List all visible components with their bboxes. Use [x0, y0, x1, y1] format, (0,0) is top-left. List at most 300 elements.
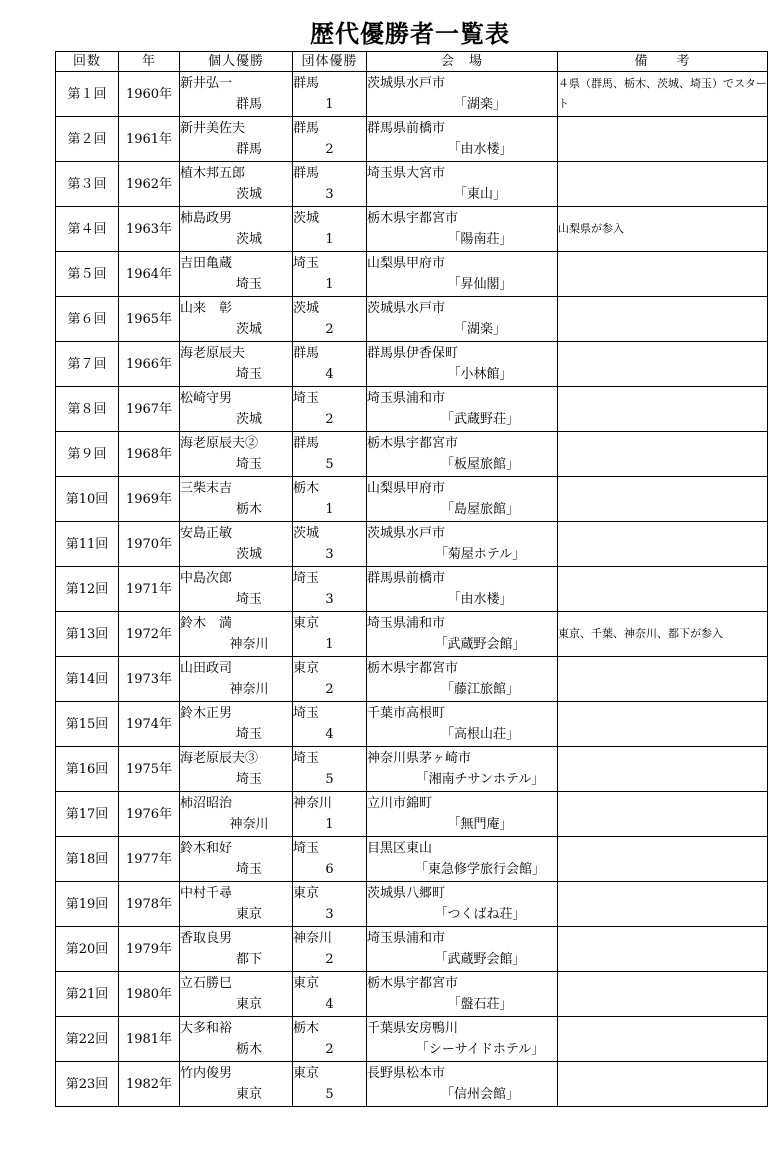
venue-name: 「東山」 — [453, 187, 506, 202]
individual-winner-prefecture: 群馬 — [235, 142, 262, 157]
team-winner-count: 1 — [325, 637, 334, 652]
table-row — [56, 117, 768, 162]
individual-winner-prefecture: 栃木 — [235, 1042, 262, 1057]
venue-city: 栃木県宇都宮市 — [367, 661, 459, 676]
team-winner-cell — [293, 972, 367, 1017]
venue-city: 茨城県水戸市 — [367, 301, 446, 316]
table-body — [56, 72, 768, 1107]
note-cell — [558, 837, 768, 882]
note-cell: 山梨県が参入 — [558, 207, 768, 252]
team-winner-name: 埼玉 — [293, 571, 320, 586]
note-cell — [558, 792, 768, 837]
column-header-note: 備 考 — [558, 52, 768, 72]
team-winner-count: 4 — [325, 727, 334, 742]
venue-name: 「高根山荘」 — [440, 727, 519, 742]
individual-winner-name: 新井弘一 — [180, 76, 233, 91]
individual-winner-prefecture: 埼玉 — [235, 277, 262, 292]
table-row — [56, 1017, 768, 1062]
venue-cell — [367, 1017, 558, 1062]
team-winner-name: 埼玉 — [293, 256, 320, 271]
column-header-year: 年 — [119, 52, 180, 72]
individual-winner-prefecture: 栃木 — [235, 502, 262, 517]
year-cell: 1973年 — [119, 657, 180, 702]
round-cell: 第18回 — [56, 837, 119, 882]
year-cell: 1976年 — [119, 792, 180, 837]
individual-winner-name: 鈴木正男 — [180, 706, 233, 721]
individual-winner-cell — [180, 882, 293, 927]
individual-winner-name: 大多和裕 — [180, 1021, 233, 1036]
individual-winner-prefecture: 埼玉 — [235, 457, 262, 472]
venue-city: 立川市錦町 — [367, 796, 433, 811]
venue-city: 栃木県宇都宮市 — [367, 211, 459, 226]
round-cell: 第12回 — [56, 567, 119, 612]
individual-winner-cell — [180, 342, 293, 387]
individual-winner-name: 中島次郎 — [180, 571, 233, 586]
individual-winner-prefecture: 神奈川 — [229, 817, 269, 832]
team-winner-cell — [293, 72, 367, 117]
team-winner-name: 群馬 — [293, 166, 320, 181]
venue-city: 茨城県水戸市 — [367, 76, 446, 91]
individual-winner-name: 柿沼昭治 — [180, 796, 233, 811]
team-winner-cell — [293, 567, 367, 612]
venue-name: 「信州会館」 — [440, 1087, 519, 1102]
individual-winner-prefecture: 都下 — [235, 952, 262, 967]
individual-winner-cell — [180, 657, 293, 702]
venue-city: 千葉市高根町 — [367, 706, 446, 721]
team-winner-name: 東京 — [293, 886, 320, 901]
team-winner-cell — [293, 1062, 367, 1107]
round-cell: 第16回 — [56, 747, 119, 792]
individual-winner-cell — [180, 162, 293, 207]
year-cell: 1978年 — [119, 882, 180, 927]
team-winner-cell — [293, 162, 367, 207]
individual-winner-prefecture: 神奈川 — [229, 682, 269, 697]
round-cell: 第９回 — [56, 432, 119, 477]
year-cell: 1960年 — [119, 72, 180, 117]
round-cell: 第13回 — [56, 612, 119, 657]
team-winner-count: 5 — [325, 1087, 334, 1102]
team-winner-name: 群馬 — [293, 346, 320, 361]
venue-city: 埼玉県浦和市 — [367, 616, 446, 631]
team-winner-cell — [293, 522, 367, 567]
individual-winner-cell — [180, 747, 293, 792]
note-cell — [558, 972, 768, 1017]
team-winner-count: 1 — [325, 97, 334, 112]
round-cell: 第１回 — [56, 72, 119, 117]
round-cell: 第23回 — [56, 1062, 119, 1107]
table-row — [56, 432, 768, 477]
team-winner-cell — [293, 477, 367, 522]
table-row — [56, 567, 768, 612]
venue-city: 埼玉県浦和市 — [367, 391, 446, 406]
individual-winner-prefecture: 東京 — [235, 907, 262, 922]
individual-winner-prefecture: 東京 — [235, 997, 262, 1012]
note-cell — [558, 387, 768, 432]
column-header-individual: 個人優勝 — [180, 52, 293, 72]
team-winner-count: 2 — [325, 142, 334, 157]
venue-cell — [367, 837, 558, 882]
team-winner-name: 埼玉 — [293, 706, 320, 721]
table-row — [56, 207, 768, 252]
table-row — [56, 252, 768, 297]
venue-name: 「菊屋ホテル」 — [434, 547, 526, 562]
individual-winner-cell — [180, 972, 293, 1017]
team-winner-name: 栃木 — [293, 481, 320, 496]
team-winner-cell — [293, 342, 367, 387]
year-cell: 1963年 — [119, 207, 180, 252]
year-cell: 1961年 — [119, 117, 180, 162]
individual-winner-prefecture: 埼玉 — [235, 592, 262, 607]
venue-name: 「湖楽」 — [453, 97, 506, 112]
individual-winner-name: 三柴末吉 — [180, 481, 233, 496]
individual-winner-name: 香取良男 — [180, 931, 233, 946]
round-cell: 第５回 — [56, 252, 119, 297]
team-winner-cell — [293, 882, 367, 927]
venue-name: 「板屋旅館」 — [440, 457, 519, 472]
team-winner-cell — [293, 297, 367, 342]
note-cell — [558, 1017, 768, 1062]
individual-winner-prefecture: 埼玉 — [235, 727, 262, 742]
year-cell: 1972年 — [119, 612, 180, 657]
team-winner-count: 5 — [325, 457, 334, 472]
team-winner-count: 3 — [325, 187, 334, 202]
venue-cell — [367, 1062, 558, 1107]
table-row — [56, 972, 768, 1017]
note-cell — [558, 342, 768, 387]
round-cell: 第21回 — [56, 972, 119, 1017]
year-cell: 1971年 — [119, 567, 180, 612]
venue-cell — [367, 162, 558, 207]
round-cell: 第19回 — [56, 882, 119, 927]
table-row — [56, 927, 768, 972]
individual-winner-name: 山田政司 — [180, 661, 233, 676]
individual-winner-prefecture: 埼玉 — [235, 367, 262, 382]
round-cell: 第７回 — [56, 342, 119, 387]
table-row — [56, 297, 768, 342]
individual-winner-name: 新井美佐夫 — [180, 121, 246, 136]
venue-name: 「湖楽」 — [453, 322, 506, 337]
team-winner-name: 群馬 — [293, 76, 320, 91]
year-cell: 1977年 — [119, 837, 180, 882]
individual-winner-name: 立石勝巳 — [180, 976, 233, 991]
column-header-venue: 会 場 — [367, 52, 558, 72]
note-cell — [558, 567, 768, 612]
venue-cell — [367, 342, 558, 387]
venue-city: 群馬県前橋市 — [367, 571, 446, 586]
individual-winner-cell — [180, 387, 293, 432]
table-row — [56, 612, 768, 657]
team-winner-cell — [293, 432, 367, 477]
venue-city: 埼玉県大宮市 — [367, 166, 446, 181]
year-cell: 1964年 — [119, 252, 180, 297]
venue-city: 埼玉県浦和市 — [367, 931, 446, 946]
venue-name: 「由水楼」 — [447, 142, 513, 157]
team-winner-name: 埼玉 — [293, 841, 320, 856]
venue-name: 「東急修学旅行会館」 — [414, 862, 545, 877]
venue-cell — [367, 117, 558, 162]
individual-winner-cell — [180, 432, 293, 477]
individual-winner-cell — [180, 252, 293, 297]
venue-name: 「藤江旅館」 — [440, 682, 519, 697]
note-cell — [558, 252, 768, 297]
table-row — [56, 747, 768, 792]
venue-name: 「シーサイドホテル」 — [415, 1042, 545, 1057]
note-cell — [558, 927, 768, 972]
venue-city: 群馬県前橋市 — [367, 121, 446, 136]
individual-winner-name: 鈴木 満 — [180, 616, 233, 631]
individual-winner-cell — [180, 1062, 293, 1107]
venue-city: 長野県松本市 — [367, 1066, 446, 1081]
venue-cell — [367, 477, 558, 522]
team-winner-cell — [293, 657, 367, 702]
venue-cell — [367, 972, 558, 1017]
venue-cell — [367, 522, 558, 567]
individual-winner-name: 竹内俊男 — [180, 1066, 233, 1081]
year-cell: 1980年 — [119, 972, 180, 1017]
team-winner-count: 3 — [325, 547, 334, 562]
team-winner-name: 埼玉 — [293, 391, 320, 406]
individual-winner-name: 柿島政男 — [180, 211, 233, 226]
winners-table — [55, 51, 768, 1107]
venue-name: 「湘南チサンホテル」 — [415, 772, 545, 787]
team-winner-cell — [293, 837, 367, 882]
table-row — [56, 387, 768, 432]
individual-winner-cell — [180, 567, 293, 612]
individual-winner-name: 中村千尋 — [180, 886, 233, 901]
individual-winner-name: 山来 彰 — [180, 301, 233, 316]
header-row — [56, 52, 768, 72]
team-winner-count: 2 — [325, 412, 334, 427]
team-winner-name: 神奈川 — [293, 796, 333, 811]
individual-winner-cell — [180, 927, 293, 972]
individual-winner-name: 松崎守男 — [180, 391, 233, 406]
round-cell: 第22回 — [56, 1017, 119, 1062]
round-cell: 第３回 — [56, 162, 119, 207]
team-winner-cell — [293, 252, 367, 297]
note-cell — [558, 477, 768, 522]
individual-winner-prefecture: 群馬 — [235, 97, 262, 112]
team-winner-count: 2 — [325, 322, 334, 337]
table-row — [56, 342, 768, 387]
table-row — [56, 162, 768, 207]
note-cell — [558, 522, 768, 567]
page-title: 歴代優勝者一覧表 — [310, 20, 510, 48]
individual-winner-cell — [180, 837, 293, 882]
note-cell — [558, 702, 768, 747]
individual-winner-cell — [180, 702, 293, 747]
venue-city: 茨城県八郷町 — [367, 886, 446, 901]
table-row — [56, 1062, 768, 1107]
venue-cell — [367, 747, 558, 792]
individual-winner-name: 安島正敏 — [180, 526, 233, 541]
team-winner-cell — [293, 702, 367, 747]
team-winner-name: 茨城 — [293, 211, 320, 226]
team-winner-count: 3 — [325, 592, 334, 607]
note-cell — [558, 882, 768, 927]
venue-name: 「陽南荘」 — [447, 232, 513, 247]
team-winner-count: 2 — [325, 952, 334, 967]
team-winner-name: 群馬 — [293, 121, 320, 136]
team-winner-name: 神奈川 — [293, 931, 333, 946]
round-cell: 第15回 — [56, 702, 119, 747]
individual-winner-prefecture: 茨城 — [235, 412, 262, 427]
team-winner-name: 東京 — [293, 616, 320, 631]
venue-name: 「武蔵野会館」 — [434, 952, 526, 967]
team-winner-name: 東京 — [293, 976, 320, 991]
venue-cell — [367, 72, 558, 117]
team-winner-cell — [293, 747, 367, 792]
venue-cell — [367, 387, 558, 432]
round-cell: 第17回 — [56, 792, 119, 837]
venue-city: 千葉県安房鴨川 — [367, 1021, 459, 1036]
individual-winner-prefecture: 茨城 — [235, 547, 262, 562]
individual-winner-cell — [180, 297, 293, 342]
team-winner-cell — [293, 612, 367, 657]
table-row — [56, 72, 768, 117]
venue-city: 目黒区東山 — [367, 841, 433, 856]
venue-cell — [367, 702, 558, 747]
individual-winner-name: 吉田亀蔵 — [180, 256, 233, 271]
year-cell: 1975年 — [119, 747, 180, 792]
note-cell: 東京、千葉、神奈川、都下が参入 — [558, 612, 768, 657]
individual-winner-cell — [180, 1017, 293, 1062]
year-cell: 1962年 — [119, 162, 180, 207]
venue-name: 「盤石荘」 — [447, 997, 513, 1012]
venue-cell — [367, 657, 558, 702]
round-cell: 第４回 — [56, 207, 119, 252]
team-winner-cell — [293, 792, 367, 837]
venue-cell — [367, 612, 558, 657]
team-winner-cell — [293, 117, 367, 162]
year-cell: 1974年 — [119, 702, 180, 747]
team-winner-name: 東京 — [293, 1066, 320, 1081]
individual-winner-prefecture: 東京 — [235, 1087, 262, 1102]
individual-winner-prefecture: 茨城 — [235, 187, 262, 202]
team-winner-name: 茨城 — [293, 301, 320, 316]
venue-city: 群馬県伊香保町 — [367, 346, 459, 361]
round-cell: 第10回 — [56, 477, 119, 522]
column-header-team: 団体優勝 — [293, 52, 367, 72]
team-winner-count: 4 — [325, 367, 334, 382]
round-cell: 第20回 — [56, 927, 119, 972]
year-cell: 1981年 — [119, 1017, 180, 1062]
individual-winner-name: 海老原辰夫 — [180, 346, 246, 361]
year-cell: 1982年 — [119, 1062, 180, 1107]
table-row — [56, 792, 768, 837]
individual-winner-prefecture: 埼玉 — [235, 772, 262, 787]
team-winner-name: 東京 — [293, 661, 320, 676]
round-cell: 第６回 — [56, 297, 119, 342]
team-winner-cell — [293, 387, 367, 432]
table-row — [56, 477, 768, 522]
team-winner-cell — [293, 927, 367, 972]
team-winner-count: 4 — [325, 997, 334, 1012]
individual-winner-name: 鈴木和好 — [180, 841, 233, 856]
table-row — [56, 522, 768, 567]
team-winner-count: 6 — [325, 862, 334, 877]
round-cell: 第８回 — [56, 387, 119, 432]
individual-winner-cell — [180, 792, 293, 837]
table-row — [56, 837, 768, 882]
venue-city: 山梨県甲府市 — [367, 481, 446, 496]
table-row — [56, 702, 768, 747]
venue-cell — [367, 207, 558, 252]
individual-winner-cell — [180, 477, 293, 522]
venue-cell — [367, 297, 558, 342]
year-cell: 1968年 — [119, 432, 180, 477]
note-cell: ４県（群馬、栃木、茨城、埼玉）でスタート — [558, 72, 768, 117]
note-cell — [558, 162, 768, 207]
note-cell — [558, 657, 768, 702]
year-cell: 1970年 — [119, 522, 180, 567]
individual-winner-prefecture: 神奈川 — [229, 637, 269, 652]
venue-name: 「つくばね荘」 — [434, 907, 526, 922]
venue-cell — [367, 792, 558, 837]
team-winner-cell — [293, 1017, 367, 1062]
individual-winner-prefecture: 茨城 — [235, 322, 262, 337]
team-winner-name: 栃木 — [293, 1021, 320, 1036]
venue-cell — [367, 927, 558, 972]
year-cell: 1969年 — [119, 477, 180, 522]
venue-city: 神奈川県茅ヶ崎市 — [367, 751, 472, 766]
note-cell — [558, 1062, 768, 1107]
venue-cell — [367, 252, 558, 297]
table-row — [56, 882, 768, 927]
venue-name: 「武蔵野会館」 — [434, 637, 526, 652]
venue-name: 「島屋旅館」 — [440, 502, 519, 517]
team-winner-name: 茨城 — [293, 526, 320, 541]
individual-winner-cell — [180, 72, 293, 117]
venue-name: 「昇仙閣」 — [447, 277, 513, 292]
team-winner-count: 2 — [325, 1042, 334, 1057]
round-cell: 第14回 — [56, 657, 119, 702]
note-cell — [558, 432, 768, 477]
venue-city: 山梨県甲府市 — [367, 256, 446, 271]
individual-winner-name: 植木邦五郎 — [180, 166, 246, 181]
venue-city: 栃木県宇都宮市 — [367, 976, 459, 991]
year-cell: 1965年 — [119, 297, 180, 342]
venue-name: 「無門庵」 — [447, 817, 513, 832]
individual-winner-cell — [180, 612, 293, 657]
venue-city: 栃木県宇都宮市 — [367, 436, 459, 451]
note-cell — [558, 297, 768, 342]
individual-winner-cell — [180, 522, 293, 567]
column-header-round: 回数 — [56, 52, 119, 72]
table-row — [56, 657, 768, 702]
round-cell: 第２回 — [56, 117, 119, 162]
venue-name: 「由水楼」 — [447, 592, 513, 607]
individual-winner-name: 海老原辰夫③ — [180, 751, 259, 766]
team-winner-count: 1 — [325, 277, 334, 292]
team-winner-count: 2 — [325, 682, 334, 697]
team-winner-count: 3 — [325, 907, 334, 922]
team-winner-count: 1 — [325, 817, 334, 832]
round-cell: 第11回 — [56, 522, 119, 567]
venue-name: 「小林館」 — [447, 367, 513, 382]
individual-winner-prefecture: 埼玉 — [235, 862, 262, 877]
note-cell — [558, 747, 768, 792]
team-winner-count: 1 — [325, 502, 334, 517]
individual-winner-prefecture: 茨城 — [235, 232, 262, 247]
venue-cell — [367, 567, 558, 612]
year-cell: 1979年 — [119, 927, 180, 972]
individual-winner-name: 海老原辰夫② — [180, 436, 259, 451]
individual-winner-cell — [180, 117, 293, 162]
venue-cell — [367, 432, 558, 477]
team-winner-count: 1 — [325, 232, 334, 247]
venue-cell — [367, 882, 558, 927]
team-winner-cell — [293, 207, 367, 252]
